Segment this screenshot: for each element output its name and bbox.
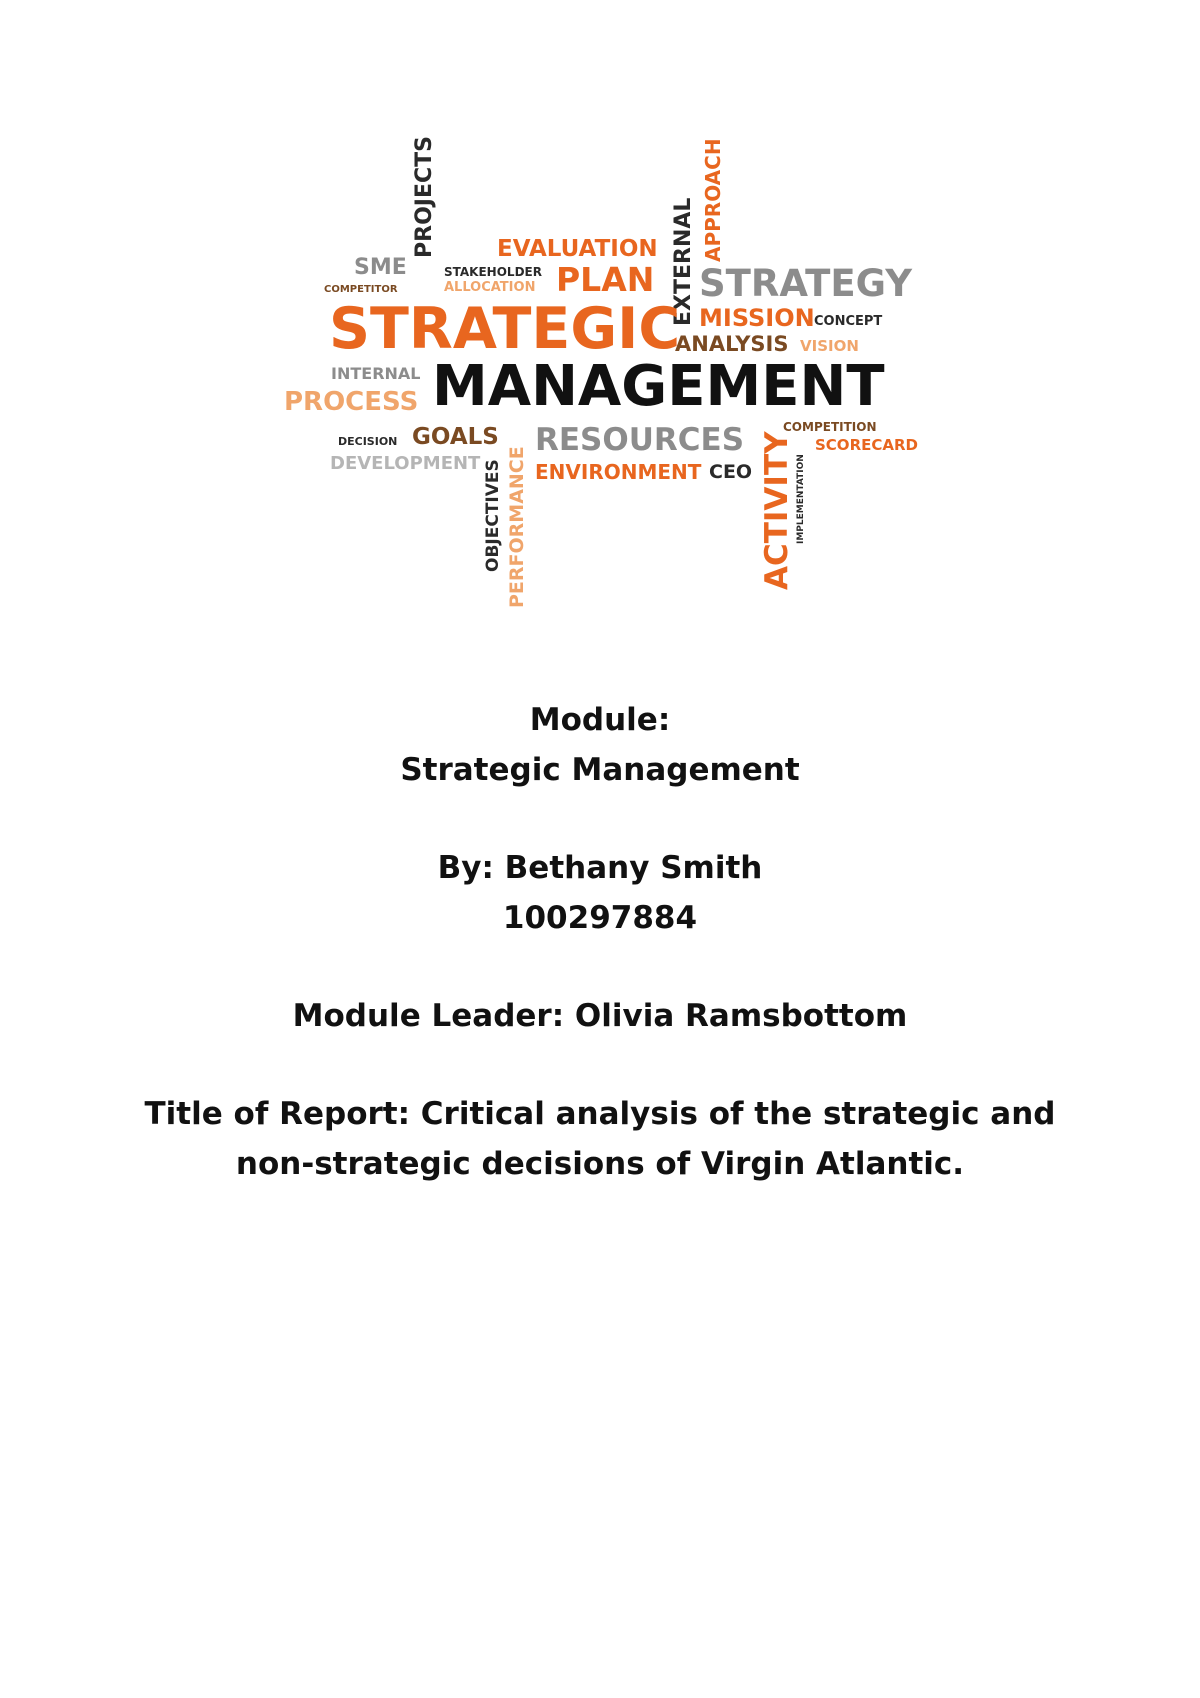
word-activity: ACTIVITY (759, 431, 795, 590)
word-goals: GOALS (412, 424, 499, 450)
author: By: Bethany Smith (437, 850, 763, 886)
word-strategy: STRATEGY (699, 262, 913, 305)
word-mission: MISSION (699, 304, 815, 332)
word-competitor: COMPETITOR (324, 284, 398, 295)
word-approach: APPROACH (701, 138, 725, 262)
word-plan: PLAN (556, 260, 655, 299)
word-cloud-image (0, 0, 1200, 640)
report-title-line-2: non-strategic decisions of Virgin Atlantic. (235, 1146, 965, 1182)
word-ceo: CEO (709, 461, 753, 483)
word-management: MANAGEMENT (432, 354, 885, 419)
word-stakeholder: STAKEHOLDER (444, 265, 542, 279)
word-strategic: STRATEGIC (329, 296, 681, 362)
word-implementation: IMPLEMENTATION (796, 454, 806, 544)
word-performance: PERFORMANCE (506, 446, 528, 608)
word-development: DEVELOPMENT (330, 453, 481, 474)
word-resources: RESOURCES (535, 422, 745, 458)
student-id: 100297884 (502, 900, 698, 936)
word-scorecard: SCORECARD (815, 436, 918, 454)
word-vision: VISION (800, 337, 859, 355)
module-label: Module: (529, 702, 671, 738)
word-projects: PROJECTS (412, 136, 437, 258)
word-allocation: ALLOCATION (444, 280, 536, 295)
word-internal: INTERNAL (331, 364, 421, 383)
module-leader: Module Leader: Olivia Ramsbottom (292, 998, 908, 1034)
word-competition: COMPETITION (783, 420, 877, 434)
word-analysis: ANALYSIS (675, 332, 789, 356)
report-title-line-1: Title of Report: Critical analysis of the strategic and (144, 1096, 1056, 1132)
word-external: EXTERNAL (671, 197, 696, 326)
word-decision: DECISION (338, 435, 398, 448)
word-environment: ENVIRONMENT (535, 460, 702, 484)
module-name: Strategic Management (400, 752, 800, 788)
word-objectives: OBJECTIVES (483, 459, 503, 572)
word-sme: SME (354, 255, 407, 280)
word-evaluation: EVALUATION (497, 236, 658, 262)
cover-text (0, 695, 1200, 1189)
word-process: PROCESS (284, 387, 419, 417)
word-concept: CONCEPT (814, 314, 883, 329)
